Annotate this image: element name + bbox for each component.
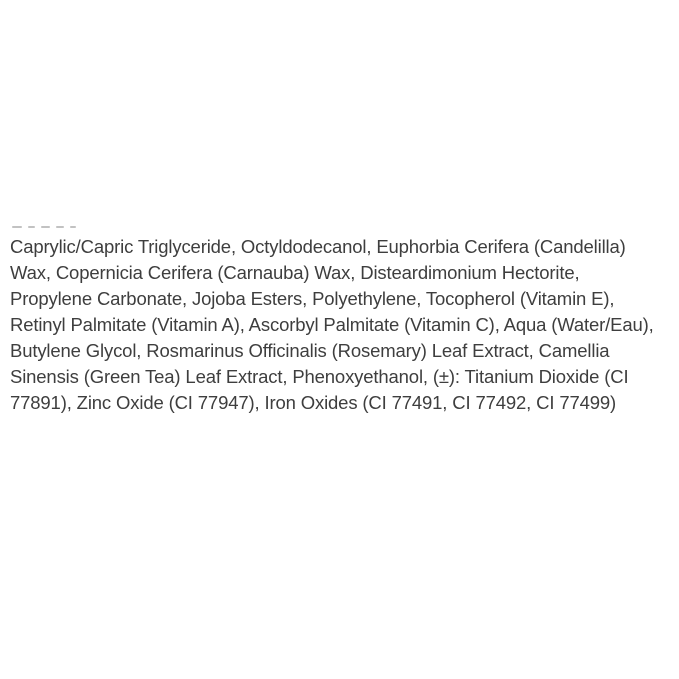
ingredients-line: Butylene Glycol, Rosmarinus Officinalis (Rosemary) Leaf Extract, Camellia	[10, 340, 610, 361]
artifact-dash	[41, 226, 50, 228]
artifact-dash	[56, 226, 64, 228]
ingredients-line: 77891), Zinc Oxide (CI 77947), Iron Oxides (CI 77491, CI 77492, CI 77499)	[10, 392, 617, 413]
ingredients-line: Propylene Carbonate, Jojoba Esters, Polyethylene, Tocopherol (Vitamin E),	[10, 288, 615, 309]
ingredients-line: Sinensis (Green Tea) Leaf Extract, Phenoxyethanol, (±): Titanium Dioxide (CI	[10, 366, 629, 387]
cropped-text-artifact	[12, 225, 76, 229]
artifact-dash	[12, 226, 22, 228]
artifact-dash	[70, 226, 76, 228]
ingredients-line: Retinyl Palmitate (Vitamin A), Ascorbyl Palmitate (Vitamin C), Aqua (Water/Eau),	[10, 314, 654, 335]
artifact-dash	[28, 226, 35, 228]
ingredients-line: Caprylic/Capric Triglyceride, Octyldodecanol, Euphorbia Cerifera (Candelilla)	[10, 236, 626, 257]
ingredients-line: Wax, Copernicia Cerifera (Carnauba) Wax, Disteardimonium Hectorite,	[10, 262, 580, 283]
ingredients-text-block	[10, 234, 679, 416]
